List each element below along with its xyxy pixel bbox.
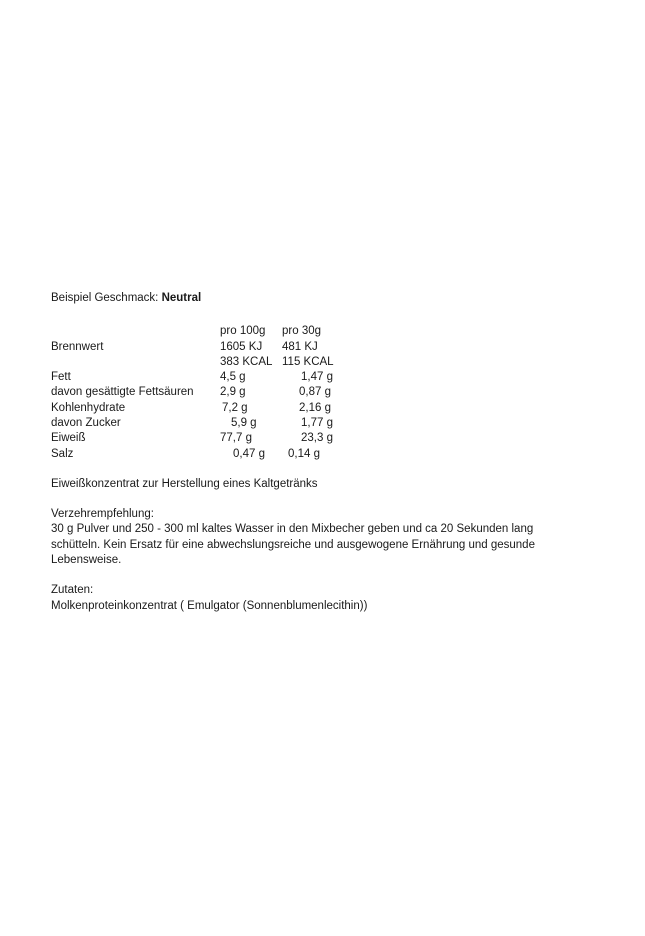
ingredients-heading: Zutaten:: [51, 584, 94, 596]
recommendation-line: Lebensweise.: [51, 554, 122, 566]
col-header-per-100g: pro 100g: [220, 325, 266, 337]
value-per-30g: 1,77 g: [301, 417, 333, 429]
col-header-per-30g: pro 30g: [282, 325, 322, 337]
recommendation-line: schütteln. Kein Ersatz für eine abwechslungsreiche und ausgewogene Ernährung und gesunde: [51, 539, 535, 551]
value-per-30g: 481 KJ: [282, 341, 318, 353]
row-label-brennwert: Brennwert: [51, 341, 104, 353]
value-per-30g: 0,14 g: [288, 448, 320, 460]
row-label-protein: Eiweiß: [51, 432, 86, 444]
value-per-30g: 1,47 g: [301, 371, 333, 383]
recommendation-line: 30 g Pulver und 250 - 300 ml kaltes Wasser in den Mixbecher geben und ca 20 Sekunden lang: [51, 523, 534, 535]
row-label-sugar: davon Zucker: [51, 417, 121, 429]
row-label-carbohydrates: Kohlenhydrate: [51, 402, 126, 414]
flavor-name: Neutral: [161, 292, 202, 304]
value-per-30g: 2,16 g: [299, 402, 331, 414]
row-label-fett: Fett: [51, 371, 71, 383]
row-label-salt: Salz: [51, 448, 74, 460]
product-description: Eiweißkonzentrat zur Herstellung eines Kaltgetränks: [51, 478, 318, 490]
flavor-title: [51, 291, 201, 306]
value-per-100g: 1605 KJ: [220, 341, 263, 353]
value-per-100g: 2,9 g: [220, 386, 246, 398]
value-per-100g: 0,47 g: [233, 448, 265, 460]
row-label-saturated-fat: davon gesättigte Fettsäuren: [51, 386, 194, 398]
value-per-30g: 0,87 g: [299, 386, 331, 398]
value-per-30g: 23,3 g: [301, 432, 333, 444]
flavor-prefix: Beispiel Geschmack:: [51, 292, 162, 304]
value-per-100g: 4,5 g: [220, 371, 246, 383]
value-per-100g: 5,9 g: [231, 417, 257, 429]
value-per-100g: 383 KCAL: [220, 356, 273, 368]
value-per-30g: 115 KCAL: [282, 356, 334, 368]
ingredients-text: Molkenproteinkonzentrat ( Emulgator (Sonnenblumenlecithin)): [51, 600, 368, 612]
value-per-100g: 7,2 g: [222, 402, 248, 414]
recommendation-heading: Verzehrempfehlung:: [51, 508, 154, 520]
value-per-100g: 77,7 g: [220, 432, 252, 444]
